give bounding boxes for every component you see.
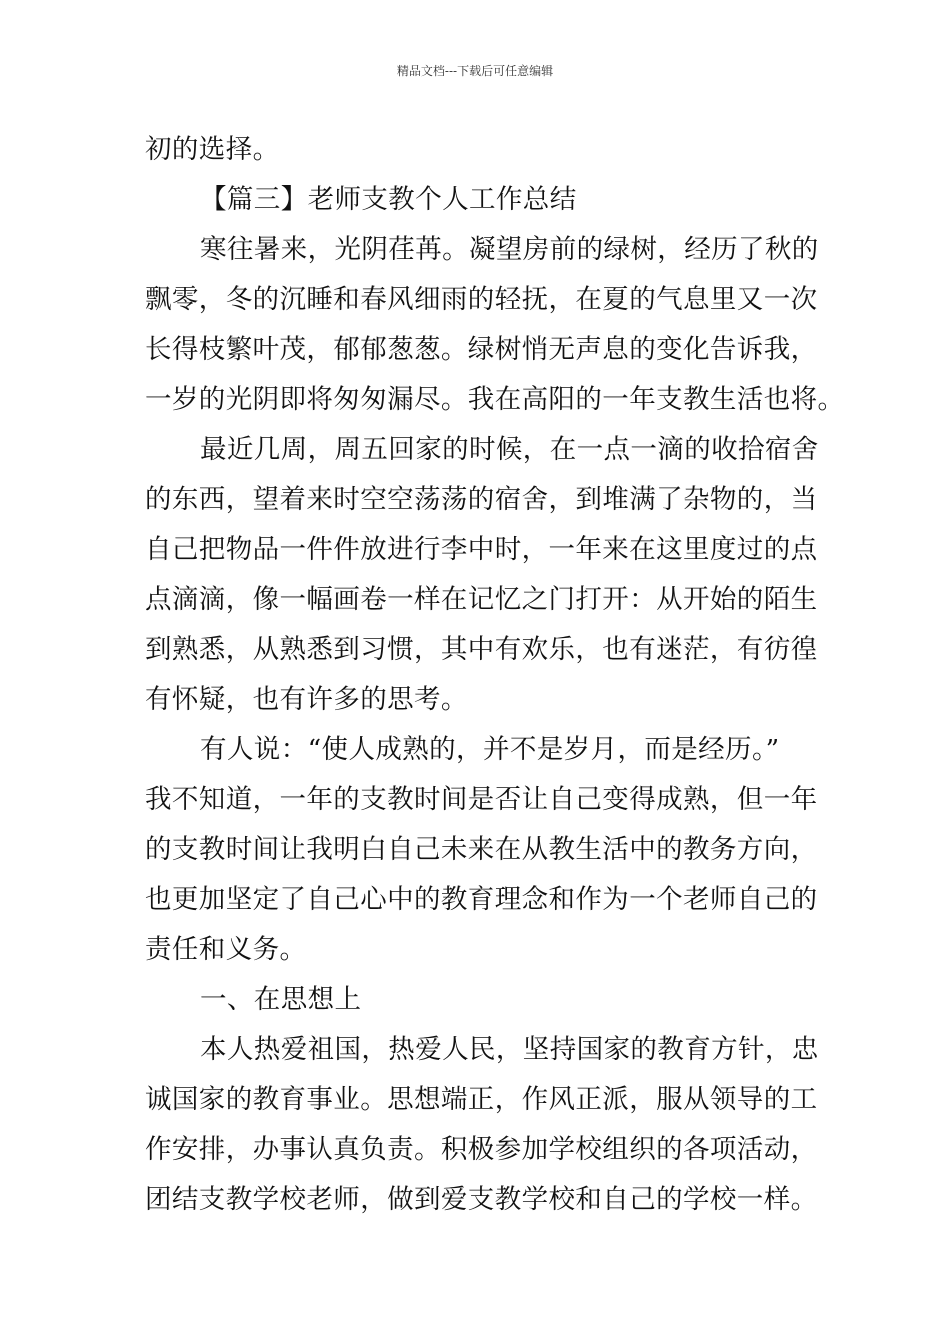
body-line: 一岁的光阴即将匆匆漏尽。我在高阳的一年支教生活也将。 bbox=[145, 384, 845, 415]
body-line: 作安排，办事认真负责。积极参加学校组织的各项活动， bbox=[145, 1134, 818, 1165]
body-line: 点滴滴，像一幅画卷一样在记忆之门打开：从开始的陌生 bbox=[145, 584, 818, 615]
body-line: 本人热爱祖国，热爱人民，坚持国家的教育方针，忠 bbox=[200, 1034, 819, 1065]
body-line: 有人说：“使人成熟的，并不是岁月，而是经历。” bbox=[200, 734, 780, 765]
body-line: 飘零，冬的沉睡和春风细雨的轻抚，在夏的气息里又一次 bbox=[145, 284, 818, 315]
subsection-title: 一、在思想上 bbox=[200, 984, 362, 1015]
body-line: 到熟悉，从熟悉到习惯，其中有欢乐，也有迷茫，有彷徨 bbox=[145, 634, 818, 665]
body-line: 有怀疑，也有许多的思考。 bbox=[145, 684, 468, 715]
body-line: 诚国家的教育事业。思想端正，作风正派，服从领导的工 bbox=[145, 1084, 818, 1115]
page-header: 精品文档---下载后可任意编辑 bbox=[396, 64, 554, 78]
body-line: 最近几周，周五回家的时候，在一点一滴的收拾宿舍 bbox=[200, 434, 819, 465]
section-title: 【篇三】老师支教个人工作总结 bbox=[200, 184, 577, 215]
body-line: 责任和义务。 bbox=[145, 934, 307, 965]
body-line: 长得枝繁叶茂，郁郁葱葱。绿树悄无声息的变化告诉我， bbox=[145, 334, 818, 365]
body-line: 的东西，望着来时空空荡荡的宿舍，到堆满了杂物的，当 bbox=[145, 484, 818, 515]
body-line: 团结支教学校老师，做到爱支教学校和自己的学校一样。 bbox=[145, 1184, 818, 1215]
body-line: 我不知道，一年的支教时间是否让自己变得成熟，但一年 bbox=[145, 784, 818, 815]
body-line: 的支教时间让我明白自己未来在从教生活中的教务方向， bbox=[145, 834, 818, 865]
body-line: 也更加坚定了自己心中的教育理念和作为一个老师自己的 bbox=[145, 884, 818, 915]
body-line: 寒往暑来，光阴荏苒。凝望房前的绿树，经历了秋的 bbox=[200, 234, 819, 265]
body-line: 自己把物品一件件放进行李中时，一年来在这里度过的点 bbox=[145, 534, 818, 565]
body-line: 初的选择。 bbox=[145, 134, 280, 165]
